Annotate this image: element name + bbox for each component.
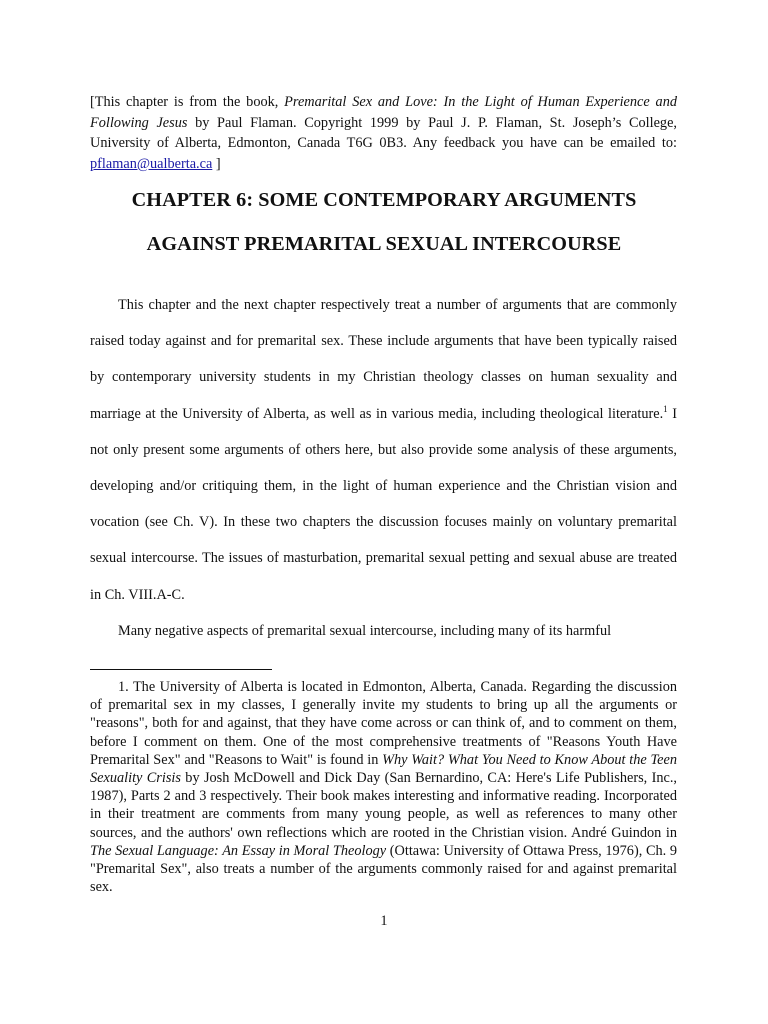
paragraph-1-start: This chapter and the next chapter respectively treat a number of arguments that are commonly raised today against and for premarital sex. These include arguments that have been typically raised by contemporary university students in my Christian theology classes on human sexuality and marriage at the University of Alberta, as well as in various media, including theological literature. [90, 297, 677, 422]
footnote-ref-1[interactable]: 1 [663, 403, 668, 414]
footnote-part-3: (Ottawa: University of Ottawa Press, 1976), Ch. 9 "Premarital Sex", also treats a number of the arguments commonly raised for and against premarital sex. [90, 842, 678, 896]
book-title: Premarital Sex and Love: In the Light of Human Experience and Following Jesus [90, 94, 677, 131]
source-note-text: by Paul Flaman. Copyright 1999 by Paul J. P. Flaman, St. Joseph’s College, University of Alberta, Edmonton, Canada T6G 0B3. Any feedback you have can be emailed to: [90, 114, 677, 151]
chapter-title-line-2: AGAINST PREMARITAL SEXUAL INTERCOURSE [146, 233, 622, 255]
paragraph-2: Many negative aspects of premarital sexual intercourse, including many of its harmful [118, 622, 612, 639]
footnote-title-why-wait: Why Wait? What You Need to Know About the Teen Sexuality Crisis [90, 751, 677, 787]
footnote-1-text [90, 678, 677, 896]
footnote-1 [90, 678, 677, 896]
chapter-title-line-1: CHAPTER 6: SOME CONTEMPORARY ARGUMENTS [131, 189, 637, 211]
paragraph-1 [90, 287, 677, 613]
source-note [90, 92, 677, 174]
page-number: 1 [380, 913, 388, 929]
footnote-title-sexual-language: The Sexual Language: An Essay in Moral Theology [90, 842, 387, 859]
source-note-open: [This chapter is from the book, [90, 94, 285, 110]
footnote-divider [90, 669, 272, 670]
paragraph-1-end: I not only present some arguments of others here, but also provide some analysis of these arguments, developing and/or critiquing them, in the light of human experience and the Christian vision and vocation (see Ch. V). In these two chapters the discussion focuses mainly on voluntary premarital sexual intercourse. The issues of masturbation, premarital sexual petting and sexual abuse are treated in Ch. VIII.A-C. [90, 405, 677, 603]
footnote-part-1: 1. The University of Alberta is located in Edmonton, Alberta, Canada. Regarding the discussion of premarital sex in my classes, I generally invite my students to bring up all the arguments or "reasons", both for and against, that they have come across or can think of, and to comment on them, before I comment on them. One of the most comprehensive treatments of "Reasons Youth Have Premarital Sex" and "Reasons to Wait" is found in [90, 679, 677, 768]
email-link[interactable]: pflaman@ualberta.ca [90, 155, 213, 172]
source-note-close: ] [212, 155, 221, 172]
body-text [90, 287, 677, 649]
footnote-part-2: by Josh McDowell and Dick Day (San Bernardino, CA: Here's Life Publishers, Inc., 1987), Parts 2 and 3 respectively. Their book makes interesting and informative reading. Incorporated in their treatment are comments from many young people, as well as references to many other sources, and the authors' own reflections which are rooted in the Christian vision. André Guindon in [90, 770, 677, 841]
